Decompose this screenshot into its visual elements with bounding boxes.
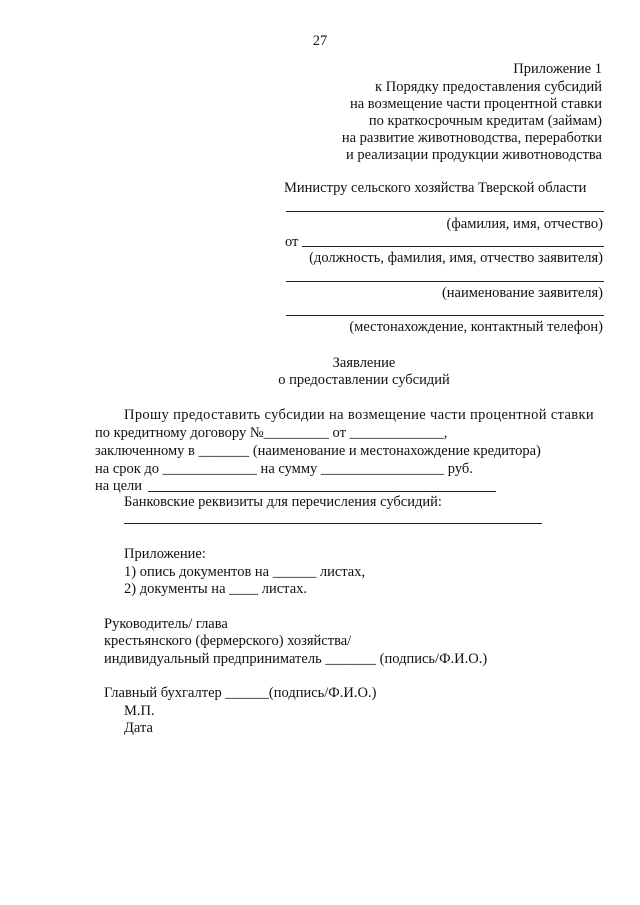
head-line-2: крестьянского (фермерского) хозяйства/ [104,633,352,649]
location-caption: (местонахождение, контактный телефон) [349,319,603,335]
body-line-1: Прошу предоставить субсидии на возмещение части процентной ставки [124,407,594,423]
fio-caption: (фамилия, имя, отчество) [446,216,603,232]
purpose-blank-line [148,491,496,492]
body-line-4: на срок до _____________ на сумму _________________ руб. [95,461,473,477]
date-label: Дата [124,720,153,736]
applicant-name-caption: (наименование заявителя) [441,285,603,301]
appendix-line-3: на возмещение части процентной ставки [349,96,602,112]
accountant-line: Главный бухгалтер ______(подпись/Ф.И.О.) [104,685,377,701]
head-line-1: Руководитель/ глава [104,616,228,632]
body-line-2: по кредитному договору №_________ от _____________, [95,425,448,441]
bank-details-blank-line [124,523,542,524]
appendix-line-1: Приложение 1 [513,61,602,77]
appendix-line-2: к Порядку предоставления субсидий [375,79,602,95]
appendix-line-5: на развитие животноводства, переработки [341,130,602,146]
appendix-line-4: по краткосрочным кредитам (займам) [368,113,602,129]
location-blank-line [286,315,604,316]
attachment-item-1: 1) опись документов на ______ листах, [124,564,366,580]
appendix-line-6: и реализации продукции животноводства [345,147,602,163]
head-line-3: индивидуальный предприниматель _______ (подпись/Ф.И.О.) [104,651,488,667]
from-blank-line [302,246,604,247]
page-number: 27 [312,33,328,49]
body-line-6: Банковские реквизиты для перечисления субсидий: [124,494,442,510]
body-line-3: заключенному в _______ (наименование и местонахождение кредитора) [95,443,541,459]
applicant-name-blank-line [286,281,604,282]
fio-blank-line [286,211,604,212]
document-subtitle: о предоставлении субсидий [278,372,450,388]
body-line-5: на цели [95,478,143,494]
applicant-position-caption: (должность, фамилия, имя, отчество заявителя) [309,250,603,266]
from-label: от [285,234,299,250]
stamp-label: М.П. [124,703,155,719]
ministry-line: Министру сельского хозяйства Тверской области [284,180,587,196]
document-title: Заявление [332,355,396,371]
attachment-item-2: 2) документы на ____ листах. [124,581,308,597]
attachments-heading: Приложение: [124,546,206,562]
